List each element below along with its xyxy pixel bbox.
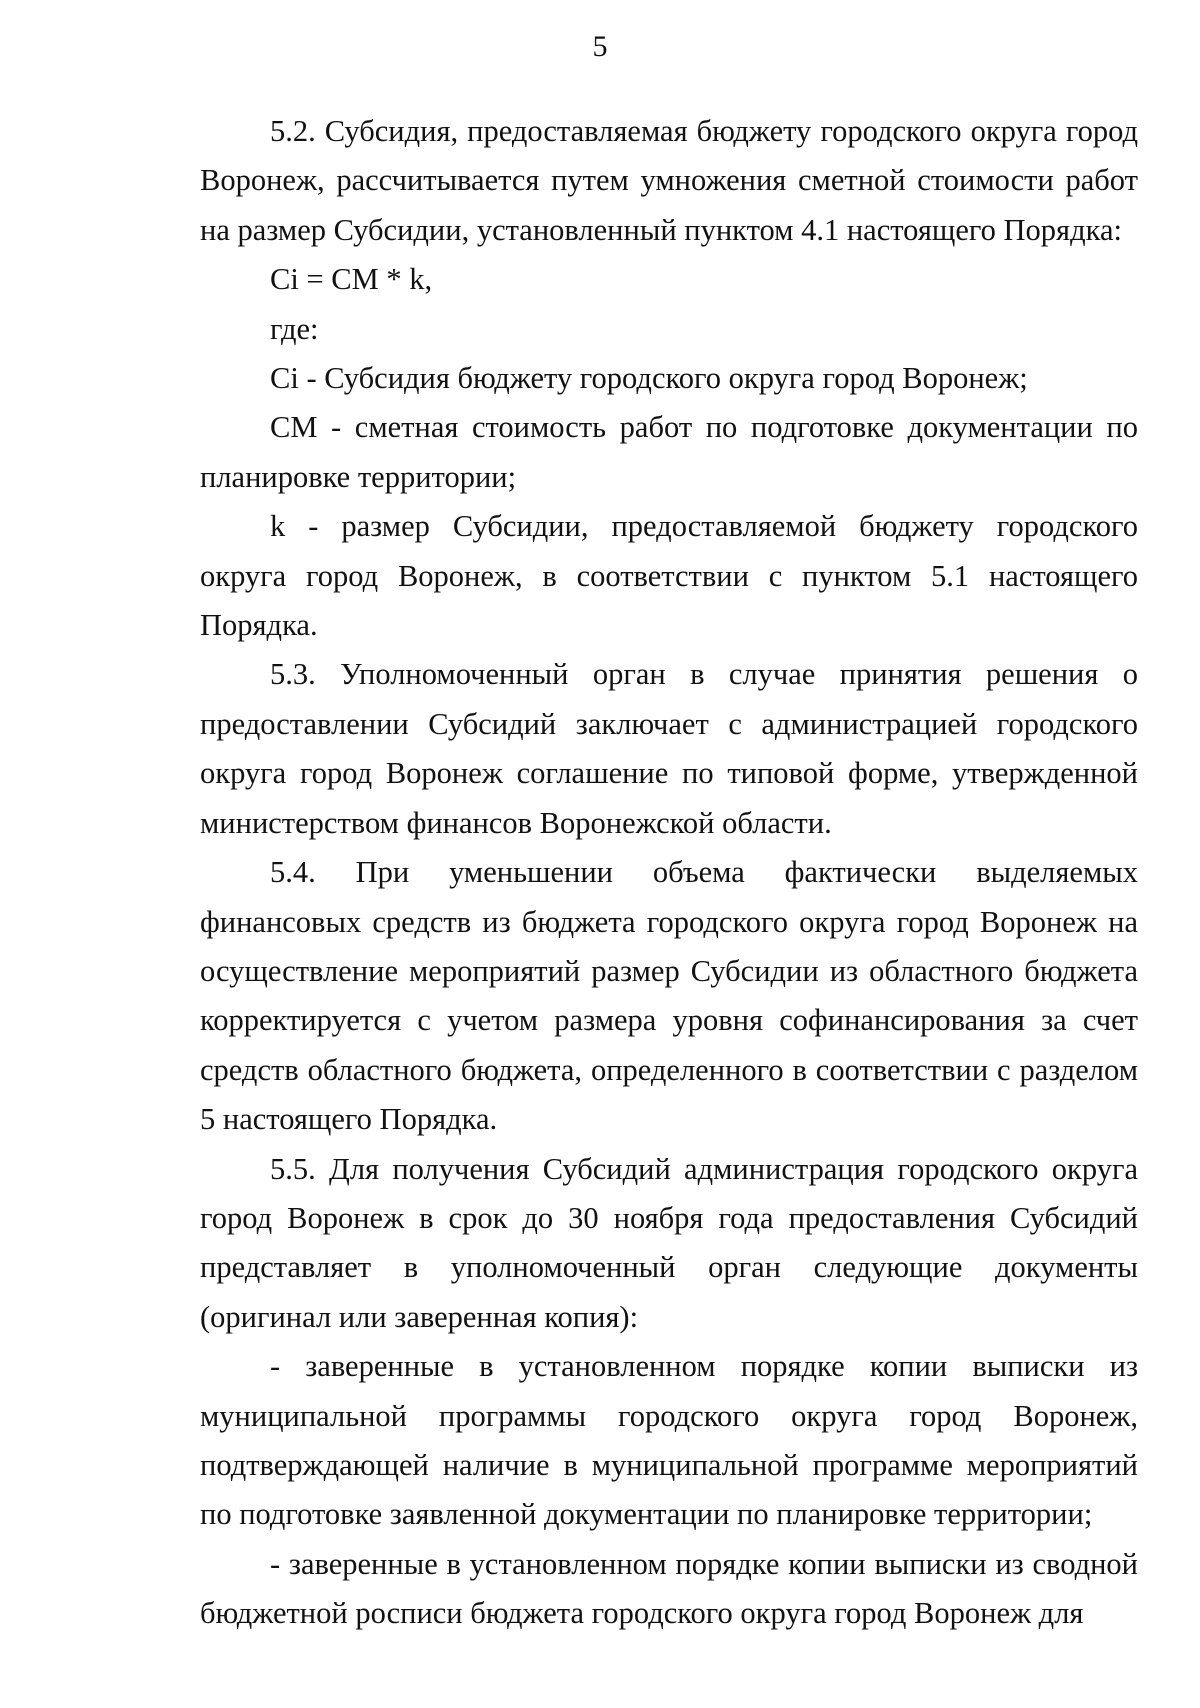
document-body [200, 107, 1138, 1639]
paragraph-5-4: 5.4. При уменьшении объема фактически выделяемых финансовых средств из бюджета городского округа город Воронеж на осуществление мероприятий размер Субсидии из областного бюджета корректируется с учетом размера уровня софинансирования за счет средств областного бюджета, определенного в соответствии с разделом 5 настоящего Порядка. [200, 855, 1138, 1137]
page-number: 5 [592, 30, 608, 63]
definition-ci: Ci - Субсидия бюджету городского округа город Воронеж; [270, 361, 1028, 396]
paragraph-5-5: 5.5. Для получения Субсидий администрация городского округа город Воронеж в срок до 30 ноября года предоставления Субсидий представляет в уполномоченный орган следующие документы (оригинал или заверенная копия): [200, 1151, 1138, 1334]
list-item-municipal-program: - заверенные в установленном порядке копии выписки из муниципальной программы городского округа город Воронеж, подтверждающей наличие в муниципальной программе мероприятий по подготовке заявленной документации по планировке территории; [200, 1349, 1138, 1532]
where-label: где: [270, 311, 319, 346]
list-item-budget-schedule: - заверенные в установленном порядке копии выписки из сводной бюджетной росписи бюджета городского округа город Воронеж для [200, 1546, 1138, 1631]
paragraph-5-2: 5.2. Субсидия, предоставляемая бюджету городского округа город Воронеж, рассчитывается путем умножения сметной стоимости работ на размер Субсидии, установленный пунктом 4.1 настоящего Порядка: [200, 114, 1138, 247]
definition-cm: CM - сметная стоимость работ по подготовке документации по планировке территории; [200, 410, 1138, 494]
definition-k: k - размер Субсидии, предоставляемой бюджету городского округа город Воронеж, в соответствии с пунктом 5.1 настоящего Порядка. [200, 509, 1138, 643]
paragraph-5-3: 5.3. Уполномоченный орган в случае принятия решения о предоставлении Субсидий заключает с администрацией городского округа город Воронеж соглашение по типовой форме, утвержденной министерством финансов Воронежской области. [200, 657, 1138, 840]
formula: Ci = CM * k, [270, 262, 433, 297]
